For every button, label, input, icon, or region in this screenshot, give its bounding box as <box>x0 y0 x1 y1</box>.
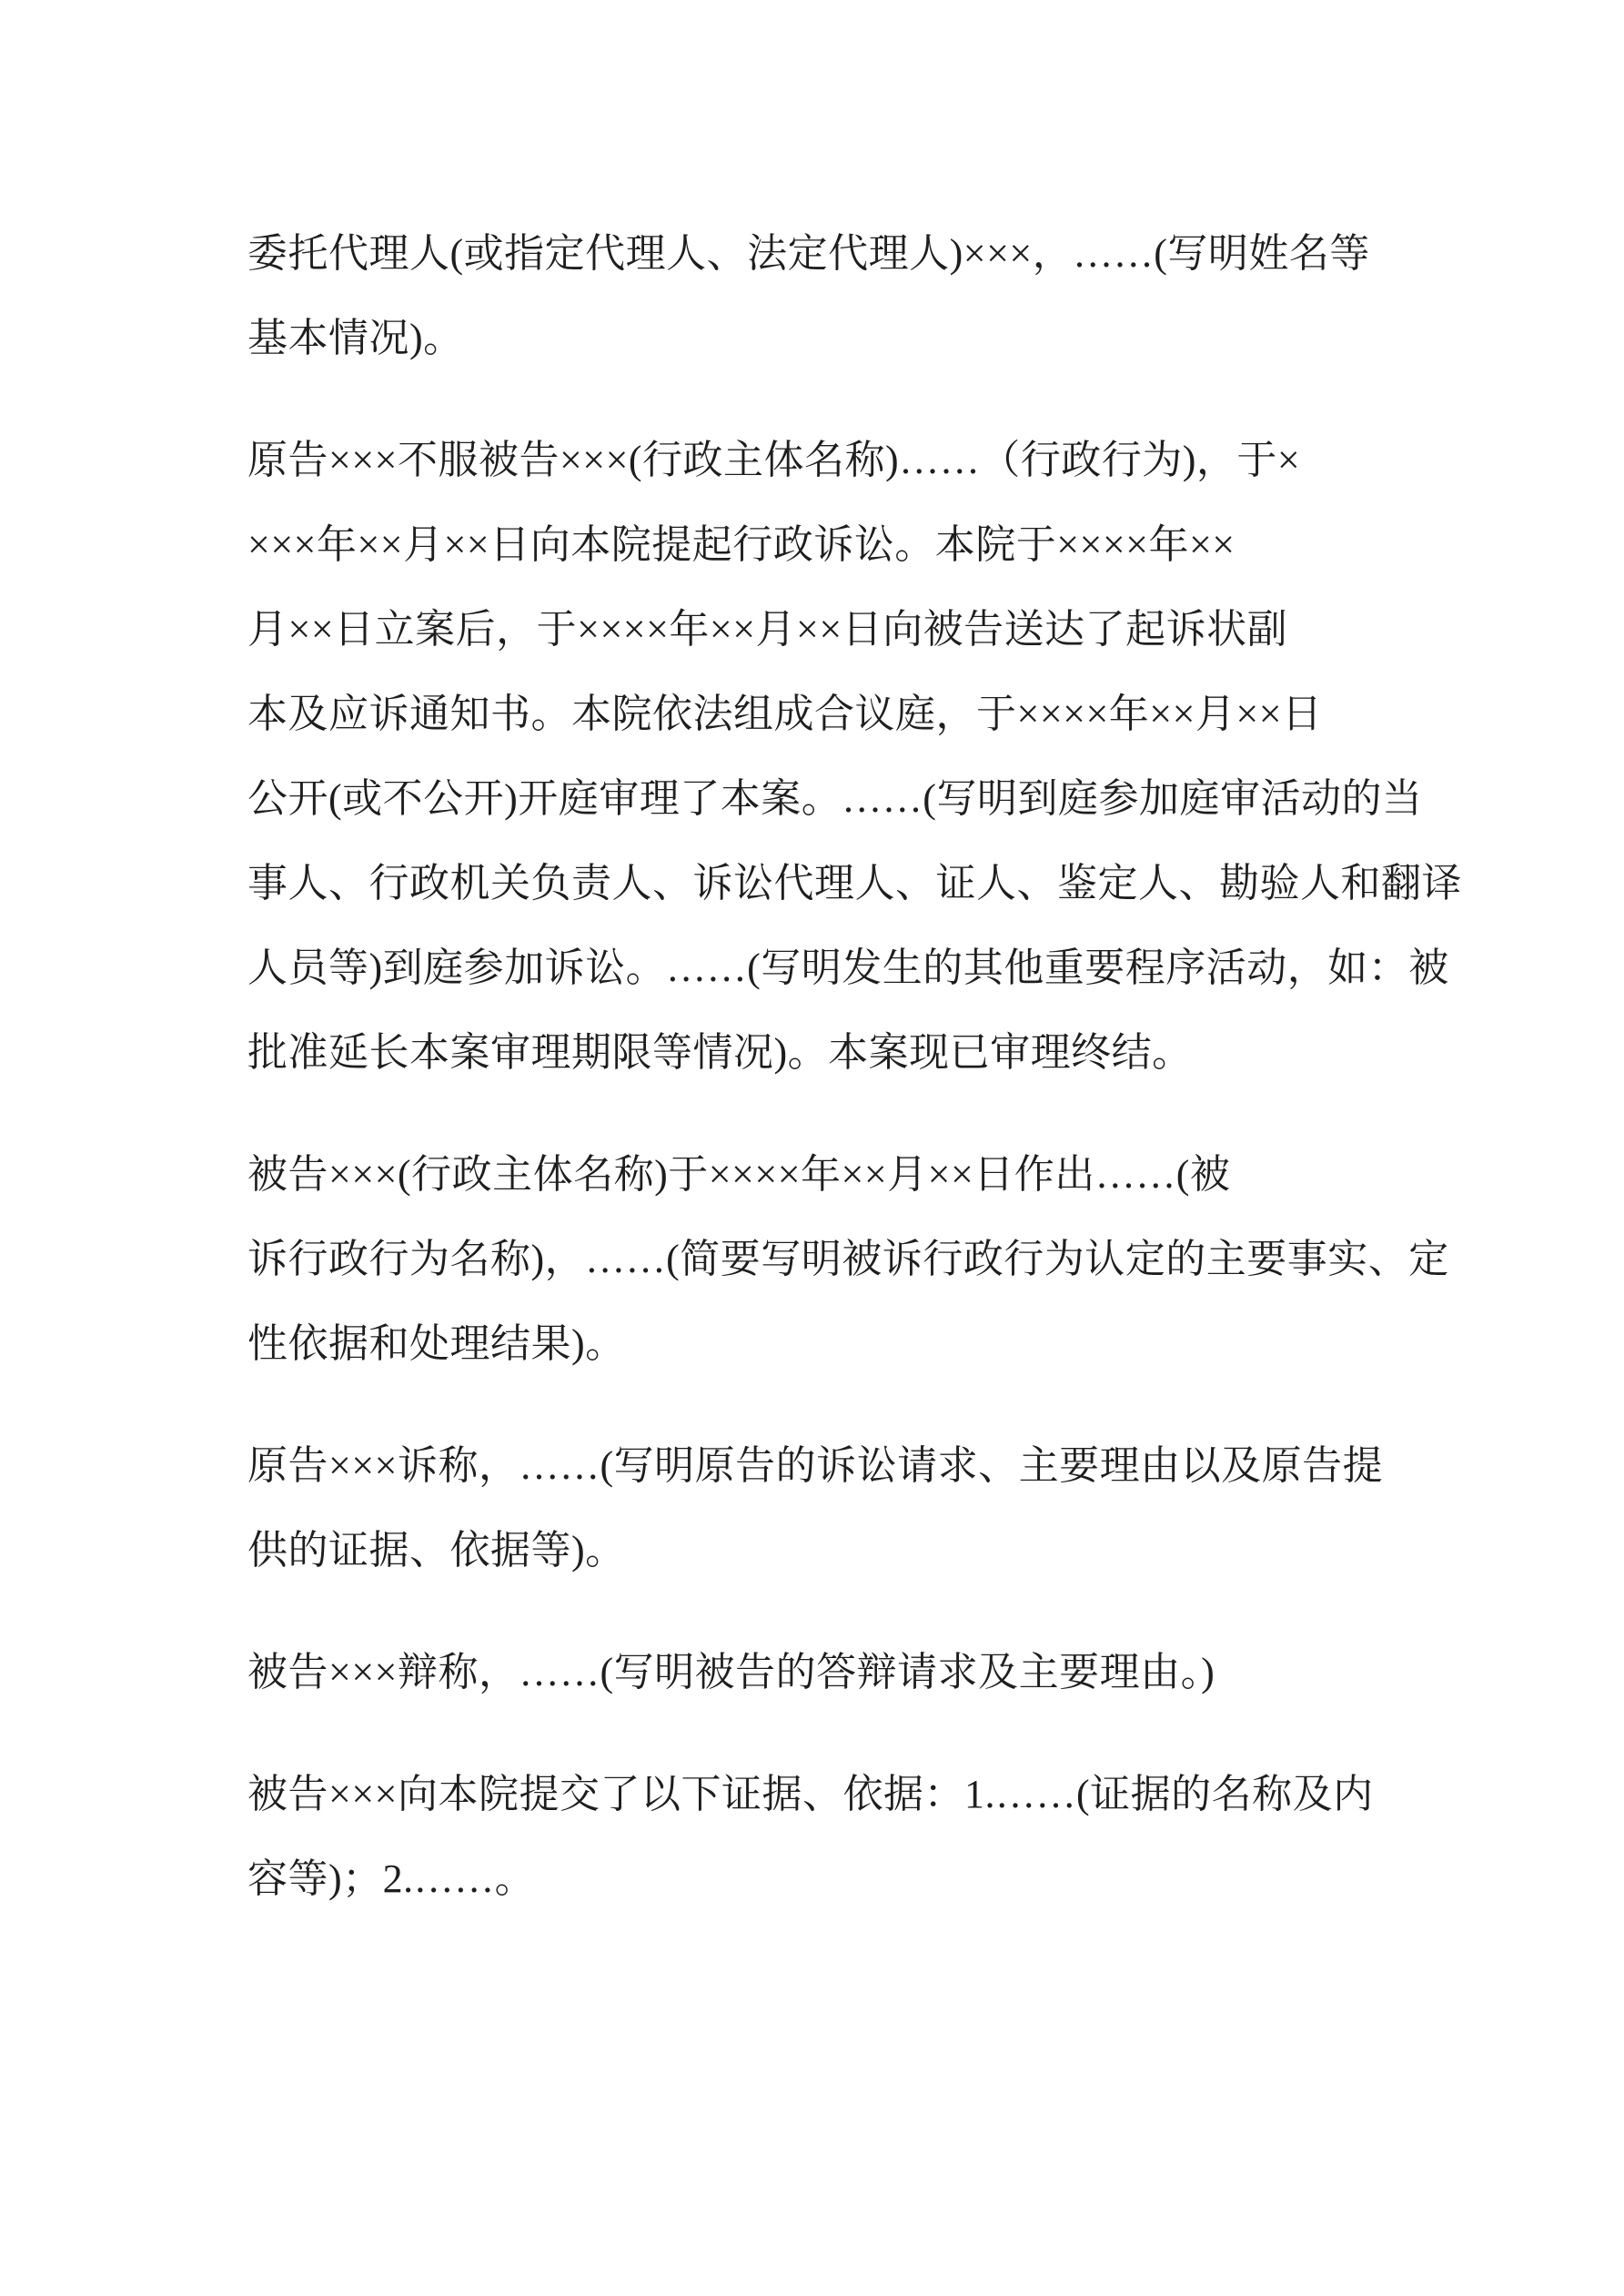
text-line: ×××年××月××日向本院提起行政诉讼。本院于××××年×× <box>247 522 1236 567</box>
paragraph <box>247 211 1387 380</box>
text-line: 被告×××(行政主体名称)于××××年××月××日作出……(被 <box>247 1152 1231 1197</box>
paragraph <box>247 1752 1387 1921</box>
text-line: 公开(或不公开)开庭审理了本案。……(写明到庭参加庭审活动的当 <box>247 776 1423 821</box>
paragraph <box>247 418 1462 1095</box>
text-line: 原告×××不服被告×××(行政主体名称)……（行政行为)，于× <box>247 438 1301 482</box>
paragraph <box>247 1423 1387 1593</box>
text-line: 原告×××诉称，……(写明原告的诉讼请求、主要理由以及原告提 <box>247 1443 1384 1488</box>
paragraph <box>247 1132 1449 1386</box>
text-line: 性依据和处理结果)。 <box>247 1321 626 1366</box>
text-line: 委托代理人(或指定代理人、法定代理人)×××，……(写明姓名等 <box>247 231 1370 276</box>
text-line: 批准延长本案审理期限等情况)。本案现已审理终结。 <box>247 1030 1193 1075</box>
text-line: 人员等)到庭参加诉讼。……(写明发生的其他重要程序活动，如：被 <box>247 946 1449 990</box>
text-line: 事人、行政机关负责人、诉讼代理人、证人、鉴定人、勘验人和翻译 <box>247 861 1462 905</box>
text-line: 被告×××辩称，……(写明被告的答辩请求及主要理由。) <box>247 1650 1215 1694</box>
text-line: 月××日立案后，于××××年××月××日向被告送达了起诉状副 <box>247 607 1288 652</box>
text-line: 容等)；2.……。 <box>247 1856 536 1901</box>
text-line: 供的证据、依据等)。 <box>247 1528 626 1573</box>
text-line: 被告×××向本院提交了以下证据、依据：1.……(证据的名称及内 <box>247 1772 1374 1816</box>
text-line: 基本情况)。 <box>247 316 464 360</box>
paragraph <box>247 1630 1387 1714</box>
text-line: 诉行政行为名称)，……(简要写明被诉行政行为认定的主要事实、定 <box>247 1237 1449 1281</box>
document-body <box>247 211 1462 1958</box>
text-line: 本及应诉通知书。本院依法组成合议庭，于××××年××月××日 <box>247 692 1323 736</box>
